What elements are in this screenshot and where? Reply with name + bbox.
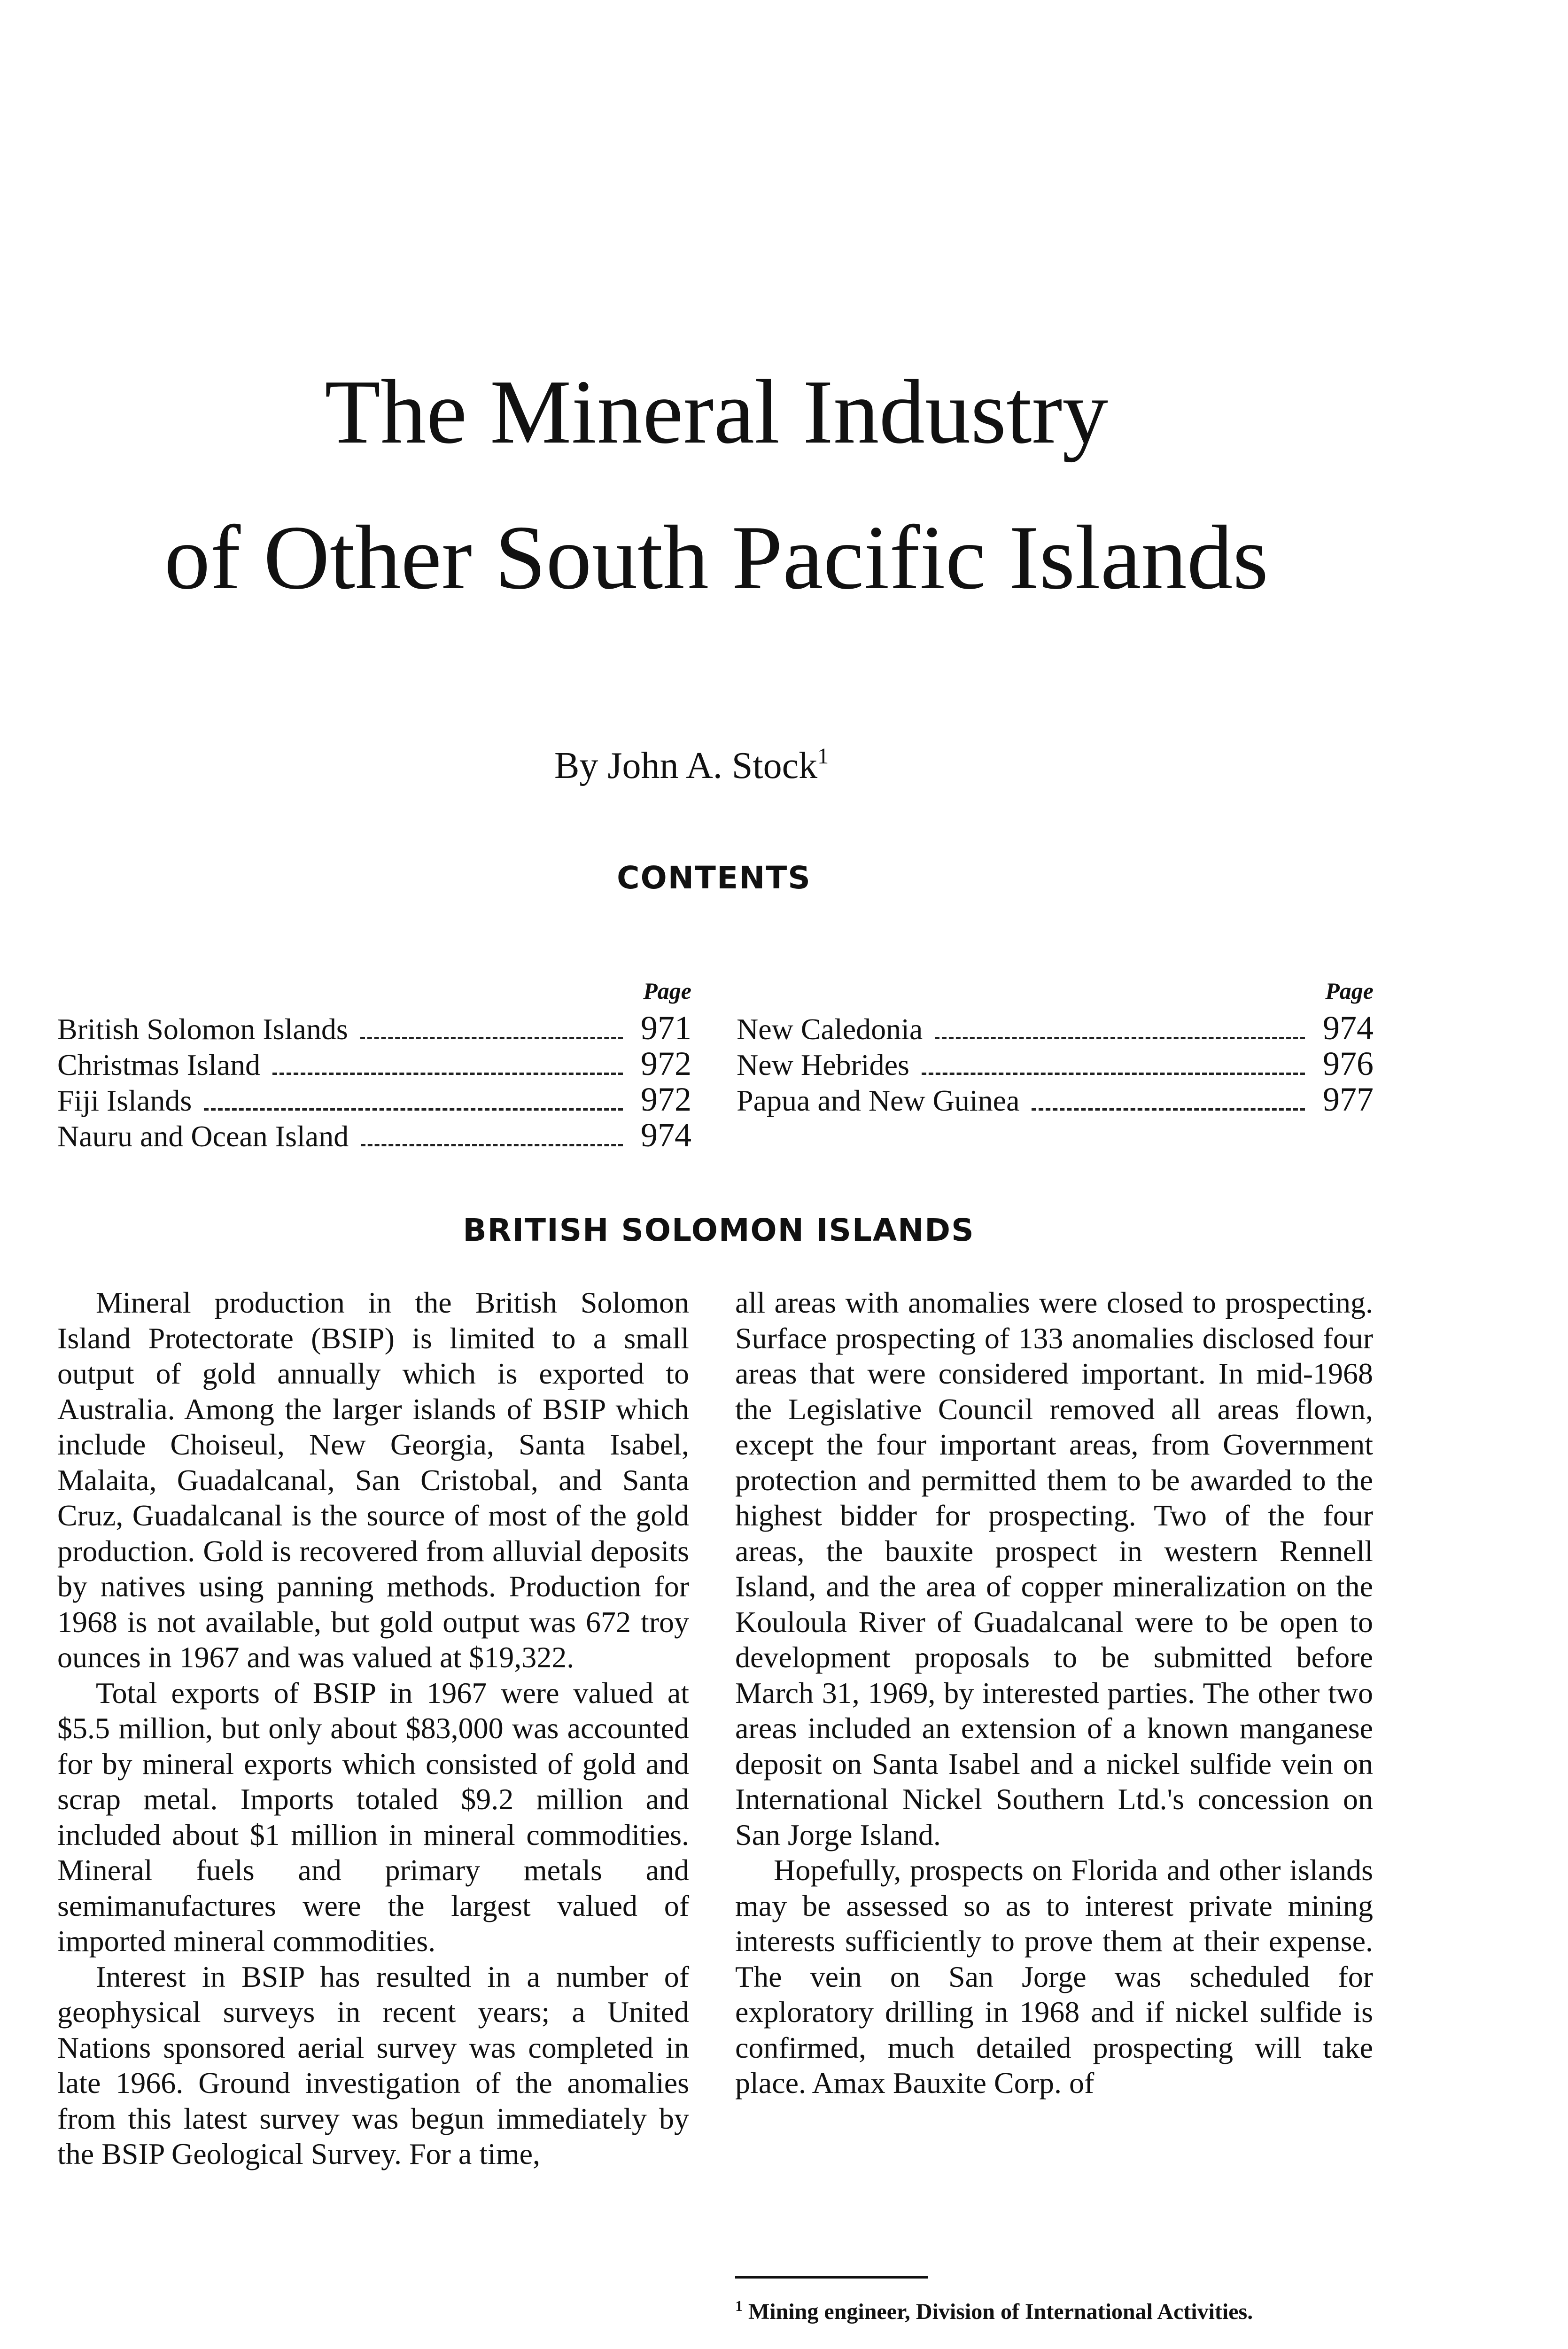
- section-heading: BRITISH SOLOMON ISLANDS: [463, 1212, 975, 1248]
- toc-entry-label: Fiji Islands: [57, 1084, 192, 1117]
- footnote-mark: 1: [735, 2297, 743, 2314]
- body-paragraph: Hopefully, prospects on Florida and other islands may be assessed so as to interest private mining interests sufficiently to prove them at their expense. The vein on San Jorge was scheduled for exploratory drilling in 1968 and if nickel sulfide is confirmed, much detailed prospecting will take place. Amax Bauxite Corp. of: [735, 1853, 1373, 2100]
- body-paragraph: Total exports of BSIP in 1967 were valued at $5.5 million, but only about $83,000 was accounted for by mineral exports which consisted of gold and scrap metal. Imports totaled $9.2 million and included about $1 million in mineral commodities. Mineral fuels and primary metals and semimanufactures were the largest valued of imported mineral commodities.: [57, 1676, 689, 1958]
- footnote-text: Mining engineer, Division of International Activities.: [748, 2299, 1253, 2324]
- page-title-line-2: of Other South Pacific Islands: [164, 507, 1269, 608]
- toc-entry[interactable]: [57, 1010, 691, 1046]
- toc-leader: [935, 1037, 1305, 1039]
- footnote: [735, 2293, 1373, 2325]
- toc-entry-page: 972: [641, 1081, 691, 1118]
- toc-leader: [922, 1073, 1305, 1075]
- toc-page-header: Page: [643, 978, 691, 1004]
- toc-entry[interactable]: [737, 1081, 1374, 1117]
- toc-entry-label: Christmas Island: [57, 1048, 260, 1081]
- body-paragraph: Mineral production in the British Solomon Island Protectorate (BSIP) is limited to a small output of gold annually which is exported to Australia. Among the larger islands of BSIP which include Choiseul, New Georgia, Santa Isabel, Malaita, Guadalcanal, San Cristobal, and Santa Cruz, Guadalcanal is the source of most of the gold production. Gold is recovered from alluvial deposits by natives using panning methods. Production for 1968 is not available, but gold output was 672 troy ounces in 1967 and was valued at $19,322.: [57, 1286, 689, 1674]
- page-title-line-1: The Mineral Industry: [325, 361, 1108, 463]
- author-footnote-mark: 1: [817, 744, 829, 769]
- toc-entry[interactable]: [57, 1117, 691, 1153]
- toc-leader: [272, 1073, 623, 1075]
- toc-entry-label: New Hebrides: [737, 1048, 909, 1081]
- toc-entry[interactable]: [57, 1046, 691, 1081]
- toc-entry-label: Nauru and Ocean Island: [57, 1120, 349, 1153]
- toc-entry[interactable]: [737, 1046, 1374, 1081]
- author-name: By John A. Stock: [554, 745, 818, 786]
- toc-entry-page: 974: [641, 1116, 691, 1154]
- toc-entry-page: 971: [641, 1009, 691, 1047]
- toc-leader: [1032, 1108, 1305, 1111]
- toc-entry-page: 972: [641, 1045, 691, 1082]
- toc-left-column: [57, 977, 691, 1153]
- toc-entry-page: 976: [1323, 1045, 1374, 1082]
- author-byline: [554, 744, 911, 786]
- body-paragraph: all areas with anomalies were closed to prospecting. Surface prospecting of 133 anomalies disclosed four areas that were considered important. In mid-1968 the Legislative Council removed all areas flown, except the four important areas, from Government protection and permitted them to be awarded to the highest bidder for prospecting. Two of the four areas, the bauxite prospect in western Rennell Island, and the area of copper mineralization on the Kouloula River of Guadalcanal were to be open to development proposals to be submitted before March 31, 1969, by interested parties. The other two areas included an extension of a known manganese deposit on Santa Isabel and a nickel sulfide vein on International Nickel Southern Ltd.'s concession on San Jorge Island.: [735, 1286, 1373, 1851]
- toc-right-column: [737, 977, 1374, 1117]
- toc-entry[interactable]: [737, 1010, 1374, 1046]
- contents-heading: CONTENTS: [617, 860, 811, 896]
- toc-entry-label: British Solomon Islands: [57, 1012, 348, 1046]
- body-column-right: [735, 1285, 1373, 2101]
- toc-entry[interactable]: [57, 1081, 691, 1117]
- toc-leader: [360, 1037, 623, 1039]
- toc-entry-page: 977: [1323, 1081, 1374, 1118]
- toc-leader: [204, 1108, 623, 1111]
- toc-entry-page: 974: [1323, 1009, 1374, 1047]
- footnote-divider: [735, 2276, 928, 2279]
- toc-leader: [361, 1144, 623, 1146]
- body-column-left: [57, 1285, 689, 2172]
- body-paragraph: Interest in BSIP has resulted in a number of geophysical surveys in recent years; a United Nations sponsored aerial survey was completed in late 1966. Ground investigation of the anomalies from this latest survey was begun immediately by the BSIP Geological Survey. For a time,: [57, 1960, 689, 2170]
- toc-entry-label: Papua and New Guinea: [737, 1084, 1020, 1117]
- toc-page-header: Page: [1325, 978, 1374, 1004]
- toc-entry-label: New Caledonia: [737, 1012, 923, 1046]
